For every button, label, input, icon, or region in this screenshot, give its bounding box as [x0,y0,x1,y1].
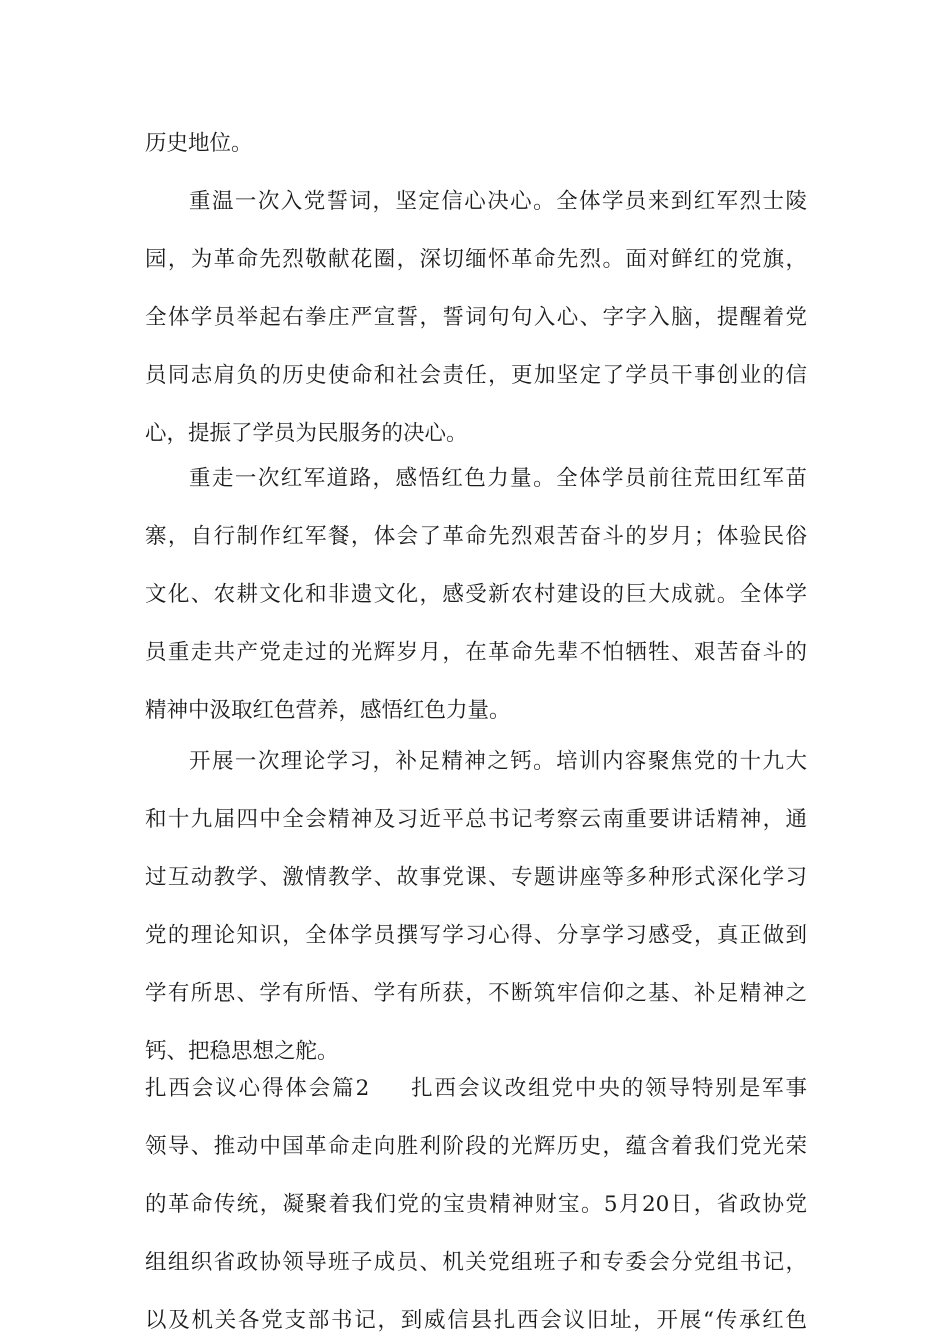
text-line: 心，提振了学员为民服务的决心。 [145,421,468,446]
text-line: 员同志肩负的历史使命和社会责任，更加坚定了学员干事创业的信 [145,363,807,388]
text-line: 领导、推动中国革命走向胜利阶段的光辉历史，蕴含着我们党光荣 [145,1134,807,1159]
text-line: 精神中汲取红色营养，感悟红色力量。 [145,698,511,723]
text-line: 的革命传统，凝聚着我们党的宝贵精神财宝。5月20日，省政协党 [145,1192,807,1217]
text-line: 钙、把稳思想之舵。 [145,1039,339,1064]
text-line: 重走一次红军道路，感悟红色力量。全体学员前往荒田红军苗 [189,466,807,491]
text-span: 扎西会议改组党中央的领导特别是军事 [409,1076,807,1101]
text-line: 和十九届四中全会精神及习近平总书记考察云南重要讲话精神，通 [145,807,807,832]
text-line: 党的理论知识，全体学员撰写学习心得、分享学习感受，真正做到 [145,923,807,948]
text-line: 学有所思、学有所悟、学有所获，不断筑牢信仰之基、补足精神之 [145,981,807,1006]
text-line: 以及机关各党支部书记，到威信县扎西会议旧址，开展“传承红色 [145,1308,807,1333]
text-line: 重温一次入党誓词，坚定信心决心。全体学员来到红军烈士陵 [189,189,807,214]
text-line: 文化、农耕文化和非遗文化，感受新农村建设的巨大成就。全体学 [145,582,807,607]
text-line: 园，为革命先烈敬献花圈，深切缅怀革命先烈。面对鲜红的党旗， [145,247,807,272]
section-heading: 扎西会议心得体会篇2 [145,1076,370,1101]
text-line: 开展一次理论学习，补足精神之钙。培训内容聚焦党的十九大 [189,749,807,774]
text-line: 员重走共产党走过的光辉岁月，在革命先辈不怕牺牲、艰苦奋斗的 [145,640,807,665]
text-line: 组组织省政协领导班子成员、机关党组班子和专委会分党组书记， [145,1250,807,1275]
text-line: 全体学员举起右拳庄严宣誓，誓词句句入心、字字入脑，提醒着党 [145,305,807,330]
text-line: 过互动教学、激情教学、故事党课、专题讲座等多种形式深化学习 [145,865,807,890]
section-heading-line [145,1073,807,1105]
text-line: 历史地位。 [145,131,253,156]
text-line: 寨，自行制作红军餐，体会了革命先烈艰苦奋斗的岁月；体验民俗 [145,524,807,549]
